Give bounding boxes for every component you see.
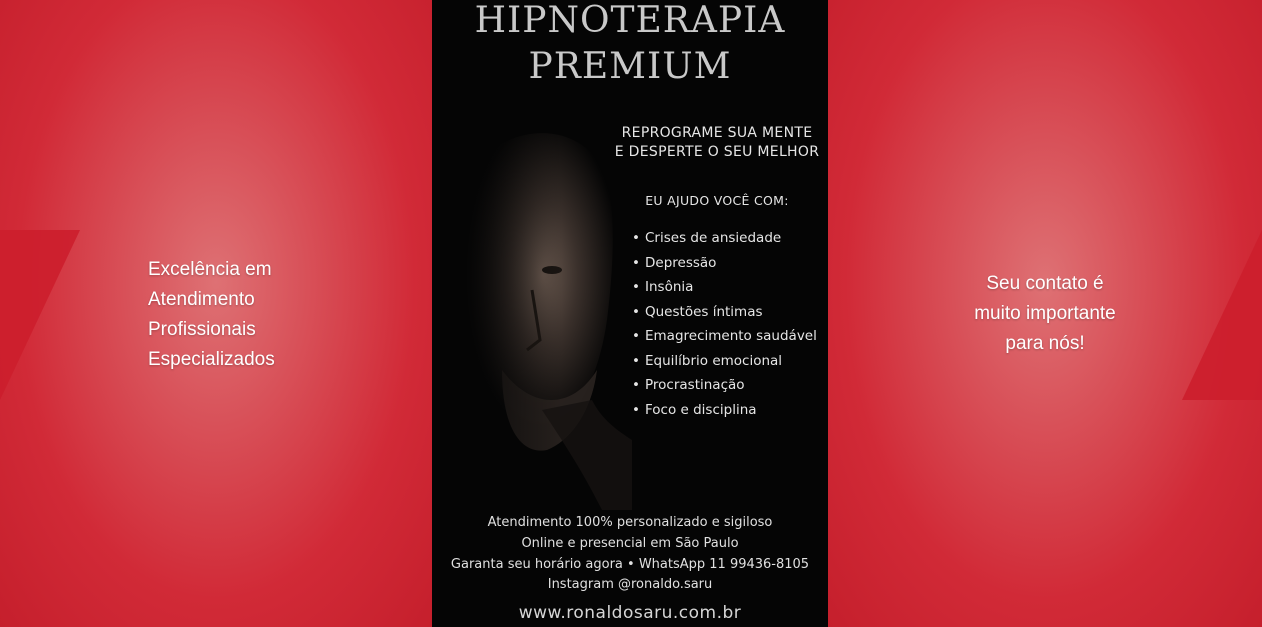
hypnotherapy-flyer [432,0,828,627]
footer-line: Instagram @ronaldo.saru [547,577,713,593]
service-label: Emagrecimento saudável [645,328,817,344]
flyer-title-line1: HIPNOTERAPIA [474,0,786,41]
left-banner-line: Atendimento [148,289,255,310]
footer-line: Atendimento 100% personalizado e sigiloso [487,515,773,530]
bullet-icon: • [632,303,640,320]
bullet-icon: • [632,230,640,246]
footer-line: Online e presencial em São Paulo [521,535,739,551]
service-label: Equilíbrio emocional [645,352,783,369]
footer-line: Garanta seu horário agora • WhatsApp 11 99436-8105 [450,556,810,572]
flyer-tagline [610,124,824,162]
list-item [632,302,817,327]
service-label: Questões íntimas [645,303,763,320]
right-banner-text [828,269,1232,359]
bullet-icon: • [632,401,640,418]
right-banner-line: Seu contato é [986,273,1104,294]
list-item [632,277,817,302]
left-decorative-wedge [0,230,80,400]
left-banner-line: Profissionais [148,319,256,340]
service-label: Crises de ansiedade [645,230,782,246]
left-banner-line: Especializados [148,349,275,370]
help-heading: EU AJUDO VOCÊ COM: [645,193,789,208]
portrait-image [432,110,632,510]
flyer-footer [432,513,828,596]
right-banner-line: muito importante [974,303,1116,324]
left-banner-line: Excelência em [148,259,272,280]
tagline-line1: REPROGRAME SUA MENTE [621,125,813,141]
list-item [632,326,817,351]
website-url: www.ronaldosaru.com.br [518,603,742,623]
list-item [632,375,817,400]
bullet-icon: • [632,328,640,344]
left-banner-panel [0,0,432,627]
service-label: Procrastinação [645,377,745,393]
bullet-icon: • [632,352,640,369]
service-label: Depressão [645,254,717,271]
service-label: Insônia [645,279,694,295]
services-list [632,228,817,424]
service-label: Foco e disciplina [645,401,757,418]
bullet-icon: • [632,254,640,271]
tagline-line2: E DESPERTE O SEU MELHOR [614,144,820,160]
bullet-icon: • [632,377,640,393]
list-item [632,253,817,278]
left-banner-text [148,255,275,375]
bullet-icon: • [632,279,640,295]
list-item [632,400,817,425]
right-banner-line: para nós! [1005,333,1085,354]
list-item [632,351,817,376]
flyer-title-line2: PREMIUM [528,46,732,87]
list-item [632,228,817,253]
right-banner-panel [828,0,1262,627]
